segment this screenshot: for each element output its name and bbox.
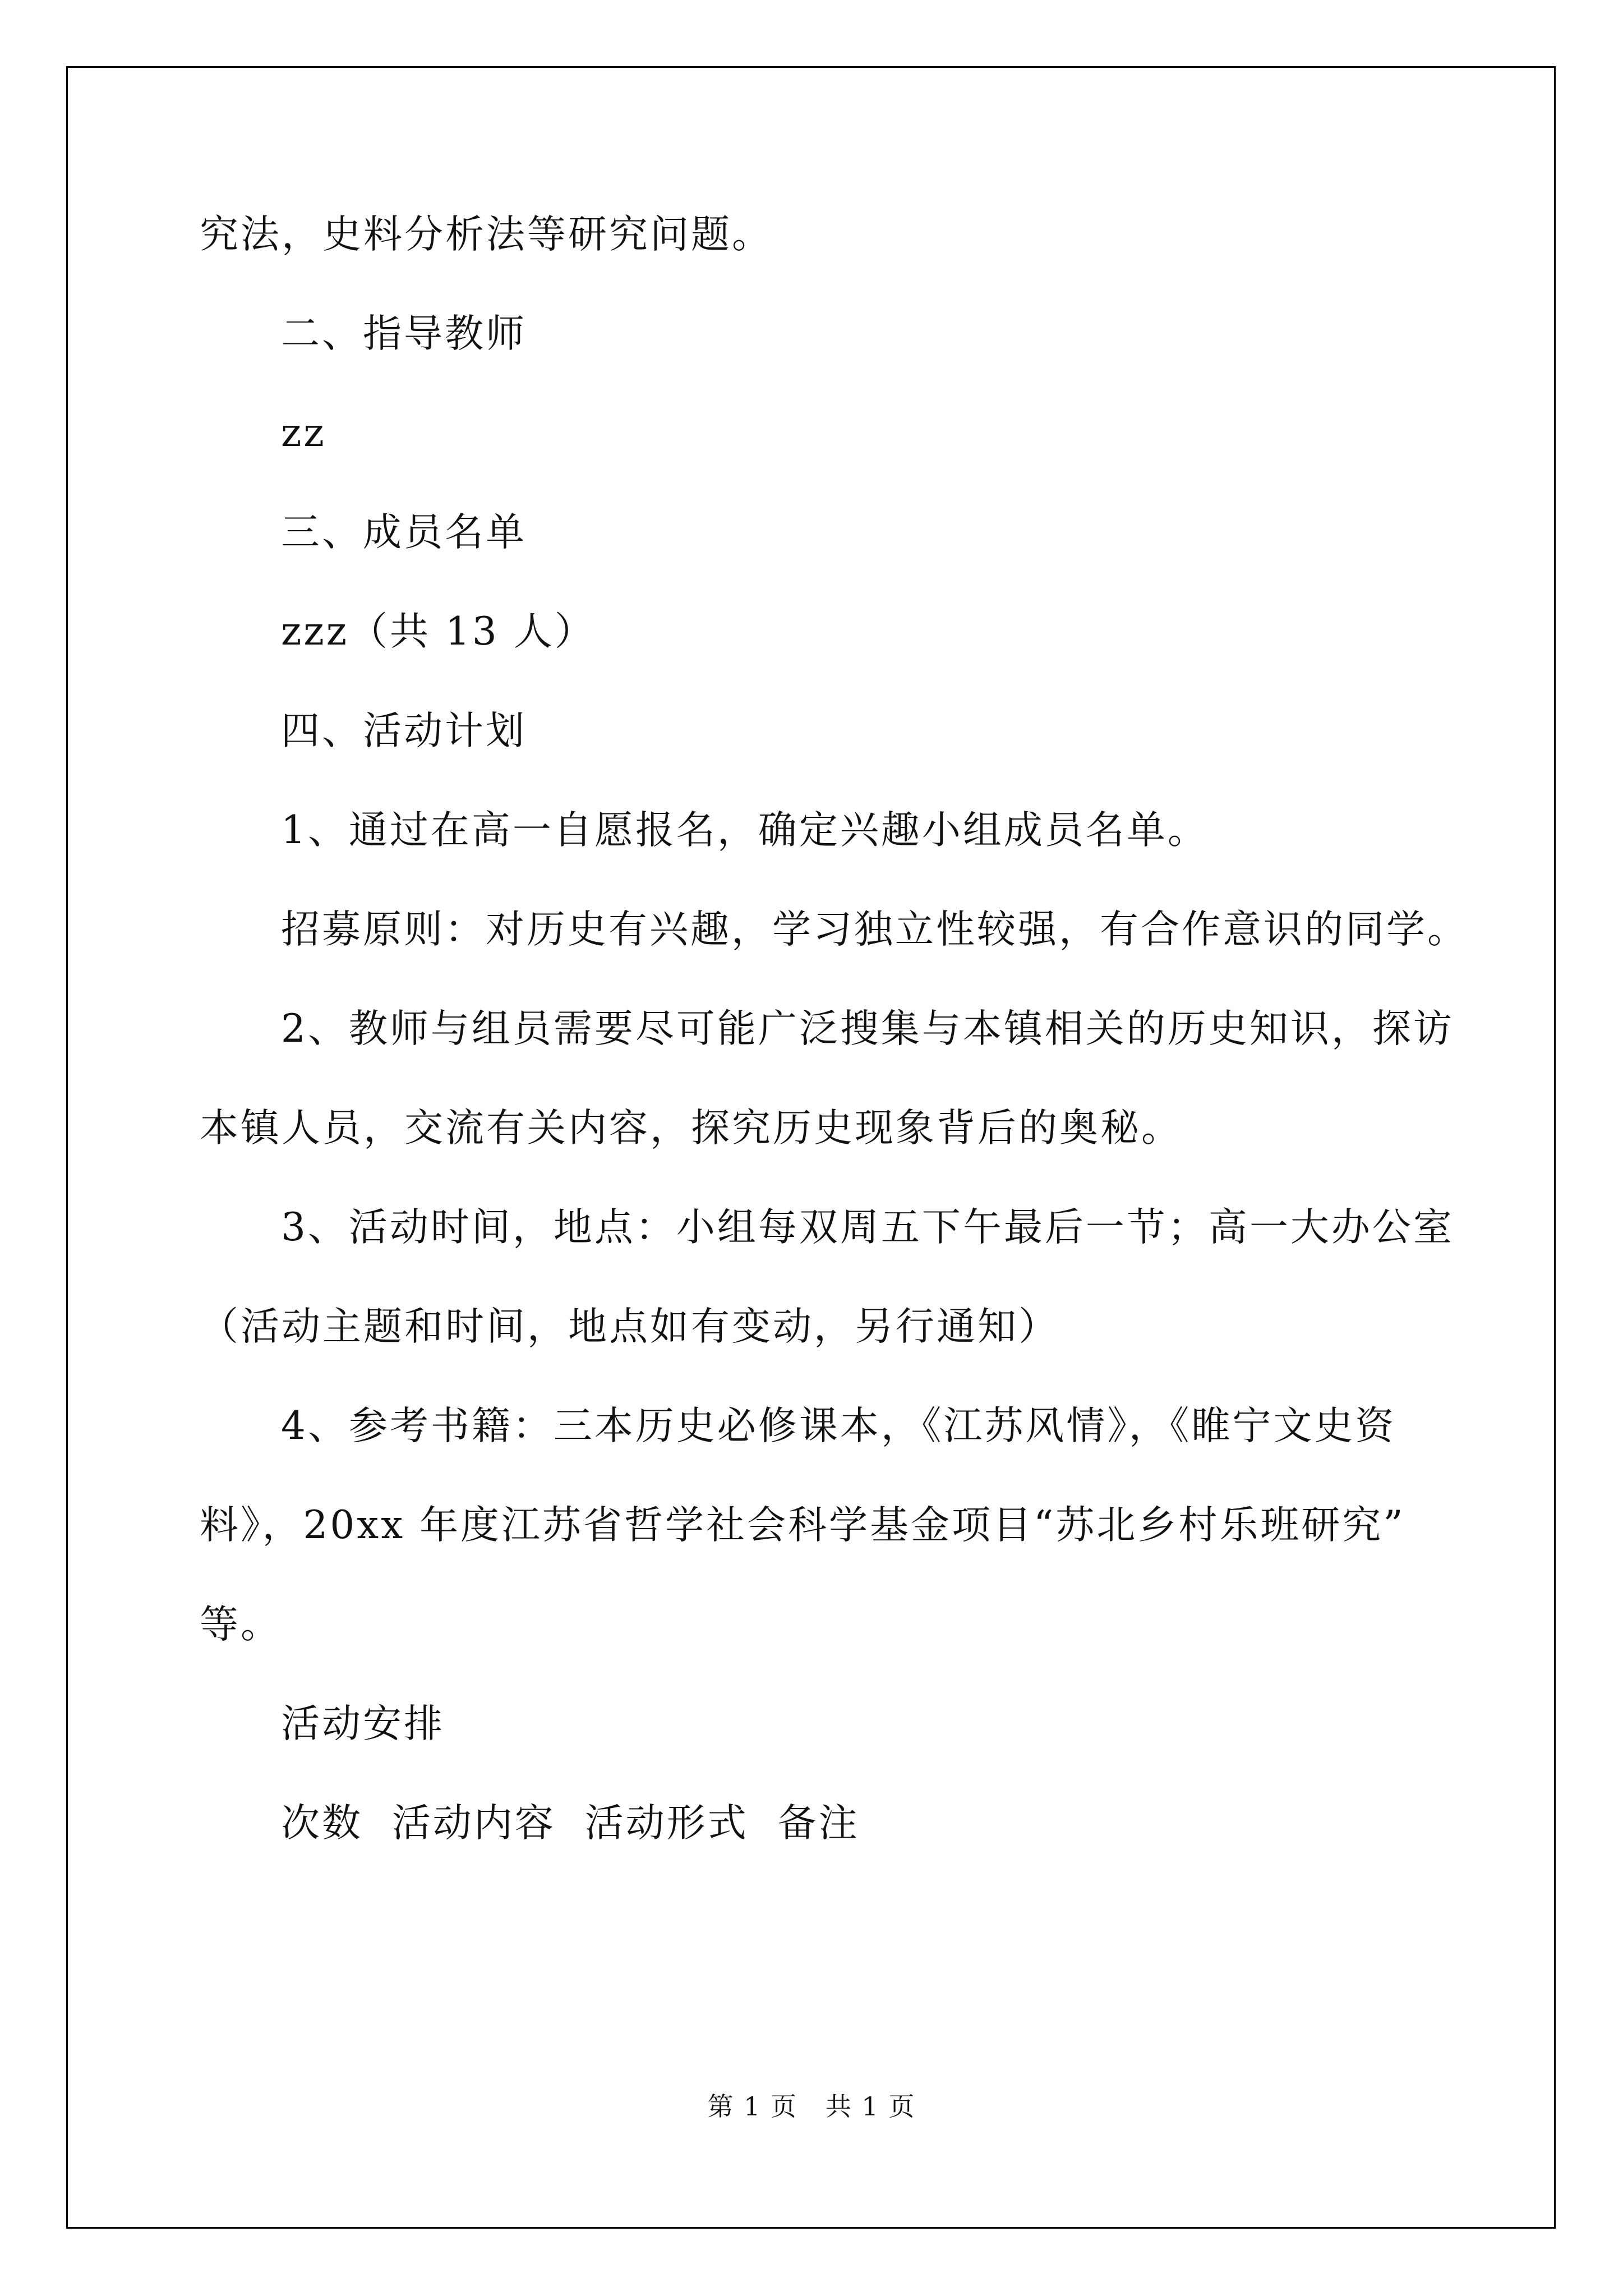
paragraph-line: 3、活动时间，地点：小组每双周五下午最后一节；高一大办公室 bbox=[281, 1205, 1454, 1250]
paragraph-line: 2、教师与组员需要尽可能广泛搜集与本镇相关的历史知识，探访 bbox=[281, 1006, 1454, 1051]
page-footer bbox=[0, 2090, 1623, 2123]
section-heading: 二、指导教师 bbox=[281, 311, 527, 356]
section-heading: 活动安排 bbox=[281, 1701, 445, 1746]
paragraph-line: 料》，20xx 年度江苏省哲学社会科学基金项目“苏北乡村乐班研究” bbox=[200, 1503, 1405, 1548]
page-number: 第 1 页 bbox=[707, 2091, 797, 2122]
paragraph-line: 招募原则：对历史有兴趣，学习独立性较强，有合作意识的同学。 bbox=[281, 907, 1468, 952]
paragraph-line: （活动主题和时间，地点如有变动，另行通知） bbox=[200, 1304, 1059, 1349]
paragraph-line: 1、通过在高一自愿报名，确定兴趣小组成员名单。 bbox=[281, 808, 1209, 853]
paragraph-line: zz bbox=[281, 411, 326, 455]
table-header-row: 次数 活动内容 活动形式 备注 bbox=[281, 1801, 860, 1846]
paragraph-line: zzz（共 13 人） bbox=[281, 609, 596, 654]
page-total: 共 1 页 bbox=[826, 2091, 916, 2122]
paragraph-line: 究法，史料分析法等研究问题。 bbox=[200, 212, 773, 257]
paragraph-line: 4、参考书籍：三本历史必修课本，《江苏风情》，《睢宁文史资 bbox=[281, 1404, 1396, 1448]
paragraph-line: 等。 bbox=[200, 1602, 282, 1647]
section-heading: 四、活动计划 bbox=[281, 708, 527, 753]
section-heading: 三、成员名单 bbox=[281, 510, 527, 555]
paragraph-line: 本镇人员，交流有关内容，探究历史现象背后的奥秘。 bbox=[200, 1106, 1182, 1151]
